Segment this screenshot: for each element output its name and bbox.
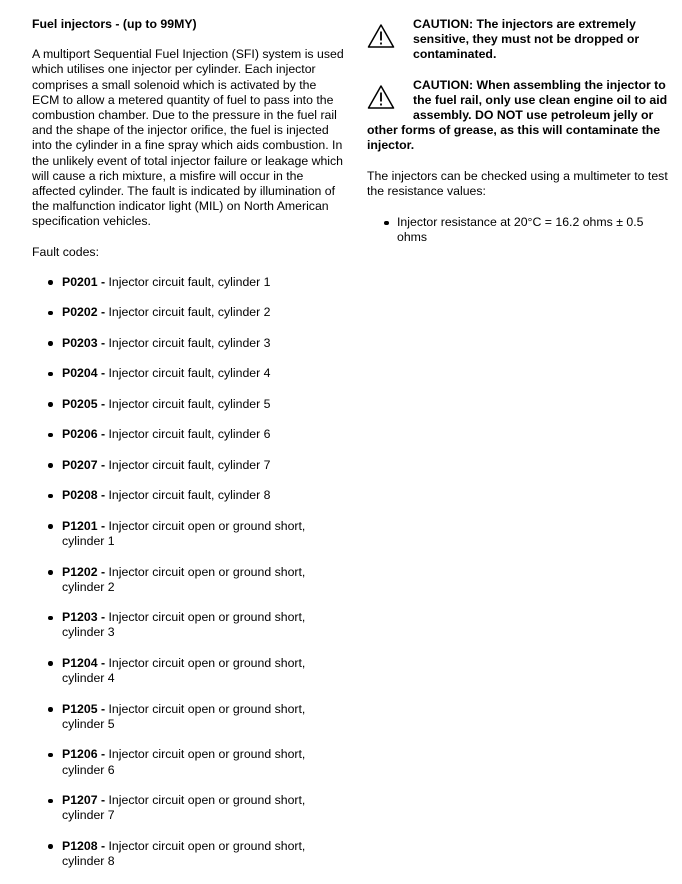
- fault-description: Injector circuit open or ground short, cylinder 2: [62, 564, 306, 594]
- fault-description: Injector circuit fault, cylinder 2: [105, 305, 271, 320]
- fault-code: P0207 -: [62, 457, 106, 472]
- fault-code: P0204 -: [62, 366, 106, 381]
- bullet-icon: [48, 463, 53, 468]
- fault-code-item: [32, 702, 344, 732]
- fault-code-item: [32, 488, 344, 503]
- fault-code: P1201 -: [62, 518, 106, 533]
- bullet-icon: [48, 433, 53, 438]
- fault-code: P1207 -: [62, 793, 106, 808]
- fault-description: Injector circuit fault, cylinder 7: [105, 457, 271, 472]
- fault-description: Injector circuit open or ground short, cylinder 1: [62, 518, 306, 549]
- fault-code: P1205 -: [62, 701, 106, 716]
- fault-code-item: [32, 519, 344, 549]
- fault-description: Injector circuit open or ground short, cylinder 5: [62, 701, 306, 731]
- caution-note: [367, 17, 671, 63]
- fault-code: P1208 -: [62, 838, 106, 853]
- bullet-icon: [48, 799, 53, 804]
- intro-paragraph: A multiport Sequential Fuel Injection (SFI) system is used which utilises one injector per cylinder. Each injector comprises a small solenoid which is activated by the ECM to allow a metered quantity of fuel to pass into the combustion chamber. Due to the pressure in the fuel rail and the shape of the injector orifice, the fuel is injected into the cylinder in a fine spray which aids combustion. In the unlikely event of total injector failure or leakage which will cause a rich mixture, a misfire will occur in the affected cylinder. The fault is indicated by illumination of the malfunction indicator light (MIL) on North American specification vehicles.: [32, 47, 344, 229]
- bullet-icon: [48, 524, 53, 529]
- fault-description: Injector circuit fault, cylinder 6: [105, 427, 271, 442]
- fault-description: Injector circuit open or ground short, cylinder 3: [62, 610, 306, 640]
- fault-code-item: [32, 275, 344, 290]
- warning-triangle-icon: [367, 84, 395, 110]
- page-title: Fuel injectors - (up to 99MY): [32, 17, 197, 31]
- fault-code: P0202 -: [62, 305, 106, 320]
- fault-code: P0201 -: [62, 274, 106, 289]
- fault-description: Injector circuit fault, cylinder 4: [105, 366, 271, 381]
- fault-code: P0203 -: [62, 335, 106, 350]
- fault-code-item: [32, 747, 344, 777]
- fault-code-item: [32, 656, 344, 686]
- caution-text: CAUTION: The injectors are extremely sensitive, they must not be dropped or contaminated.: [413, 17, 640, 62]
- fault-description: Injector circuit fault, cylinder 8: [105, 488, 271, 503]
- spec-item: [367, 215, 671, 245]
- right-column: [367, 17, 671, 245]
- fault-code: P0208 -: [62, 488, 106, 503]
- bullet-icon: [48, 570, 53, 575]
- spec-text: Injector resistance at 20°C = 16.2 ohms ± 0.5 ohms: [397, 215, 644, 245]
- fault-code-item: [32, 305, 344, 320]
- warning-triangle-icon: [367, 23, 395, 49]
- fault-code-item: [32, 565, 344, 595]
- bullet-icon: [48, 844, 53, 849]
- fault-code-item: [32, 427, 344, 442]
- bullet-icon: [48, 616, 53, 621]
- fault-code-item: [32, 793, 344, 823]
- fault-code-item: [32, 366, 344, 381]
- fault-codes-label: Fault codes:: [32, 244, 99, 259]
- fault-code-item: [32, 458, 344, 473]
- fault-code: P0206 -: [62, 427, 106, 442]
- bullet-icon: [48, 341, 53, 346]
- fault-description: Injector circuit fault, cylinder 1: [105, 274, 271, 289]
- fault-code-item: [32, 336, 344, 351]
- bullet-icon: [48, 372, 53, 377]
- fault-description: Injector circuit open or ground short, cylinder 6: [62, 747, 306, 777]
- fault-code: P1202 -: [62, 564, 106, 579]
- fault-code: P1203 -: [62, 610, 106, 625]
- bullet-icon: [48, 311, 53, 316]
- fault-description: Injector circuit fault, cylinder 5: [105, 396, 271, 411]
- bullet-icon: [48, 280, 53, 285]
- fault-code: P1206 -: [62, 747, 106, 762]
- fault-code-item: [32, 397, 344, 412]
- fault-description: Injector circuit fault, cylinder 3: [105, 335, 271, 350]
- bullet-icon: [48, 494, 53, 499]
- caution-text: CAUTION: When assembling the injector to the fuel rail, only use clean engine oil to aid assembly. DO NOT use petroleum jelly or other forms of grease, as this will contaminate the injector.: [367, 77, 668, 153]
- fault-code: P1204 -: [62, 655, 106, 670]
- bullet-icon: [48, 753, 53, 758]
- left-column: [32, 17, 344, 884]
- bullet-icon: [384, 221, 389, 226]
- fault-code-list: [32, 275, 344, 869]
- check-paragraph: The injectors can be checked using a multimeter to test the resistance values:: [367, 168, 668, 198]
- bullet-icon: [48, 661, 53, 666]
- caution-note: [367, 78, 671, 154]
- bullet-icon: [48, 402, 53, 407]
- fault-description: Injector circuit open or ground short, cylinder 4: [62, 655, 306, 686]
- fault-description: Injector circuit open or ground short, cylinder 8: [62, 838, 306, 868]
- fault-description: Injector circuit open or ground short, cylinder 7: [62, 793, 306, 823]
- fault-code-item: [32, 839, 344, 869]
- bullet-icon: [48, 707, 53, 712]
- fault-code-item: [32, 610, 344, 640]
- fault-code: P0205 -: [62, 396, 106, 411]
- spec-list: [367, 215, 671, 245]
